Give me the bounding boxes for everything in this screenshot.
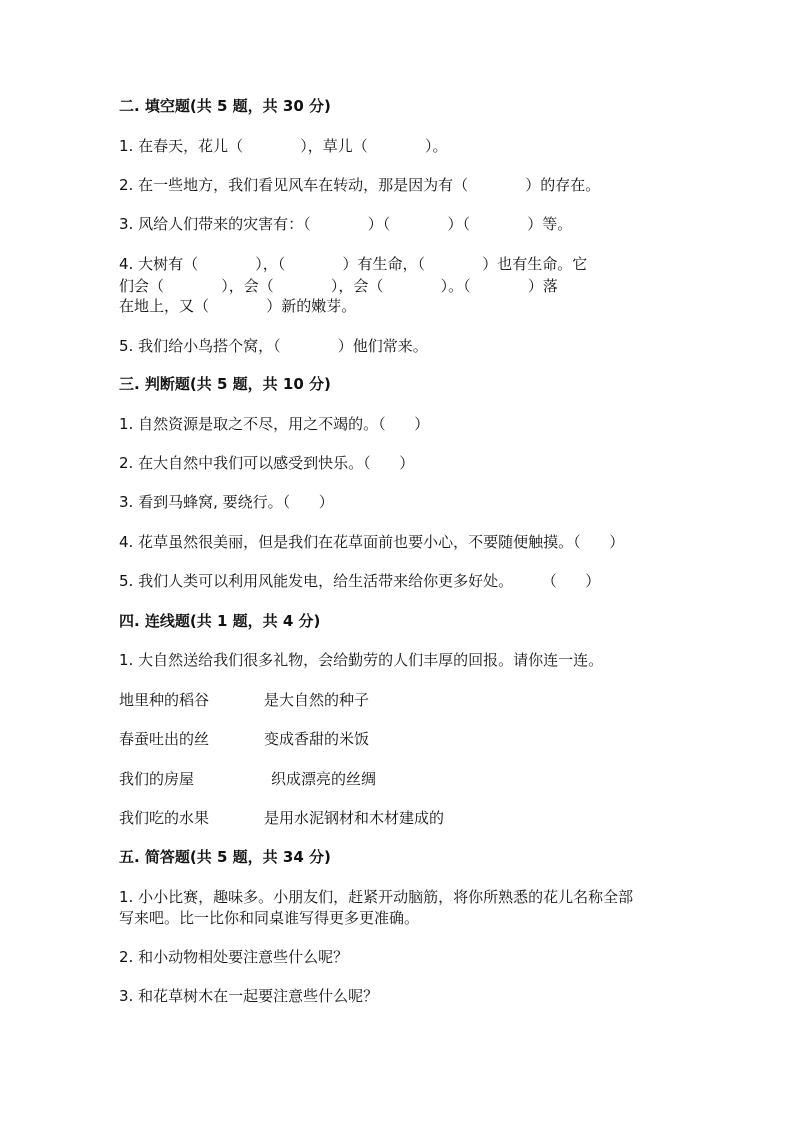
question-text: 写来吧。比一比你和同桌谁写得更多更准确。 <box>119 909 420 927</box>
question-text: 2. 在大自然中我们可以感受到快乐。（ ） <box>119 454 415 472</box>
match-left-item: 我们的房屋 <box>119 770 195 788</box>
match-right-item: 是用水泥钢材和木材建成的 <box>264 809 445 827</box>
question-text: 3. 和花草树木在一起要注意些什么呢？ <box>119 987 379 1005</box>
question-text: 1. 在春天，花儿（ ），草儿（ ）。 <box>119 137 448 155</box>
question-text: 4. 大树有（ ），（ ）有生命，（ ）也有生命。它 <box>119 255 588 273</box>
match-right-item: 是大自然的种子 <box>264 691 370 709</box>
question-text: 在地上，又（ ）新的嫩芽。 <box>119 297 357 315</box>
question-text: 们会（ ），会（ ），会（ ）。（ ）落 <box>119 277 558 295</box>
match-right-item: 变成香甜的米饭 <box>264 730 370 748</box>
question-text: 5. 我们给小鸟搭个窝，（ ）他们常来。 <box>119 337 428 355</box>
question-text: 4. 花草虽然很美丽，但是我们在花草面前也要小心，不要随便触摸。（ ） <box>119 533 625 551</box>
question-text: 2. 和小动物相处要注意些什么呢？ <box>119 948 349 966</box>
question-text: 1. 小小比赛，趣味多。小朋友们，赶紧开动脑筋，将你所熟悉的花儿名称全部 <box>119 888 634 906</box>
question-text: 5. 我们人类可以利用风能发电，给生活带来给你更多好处。 （ ） <box>119 572 601 590</box>
section-title-matching: 四. 连线题(共 1 题，共 4 分) <box>119 612 321 630</box>
question-text: 2. 在一些地方，我们看见风车在转动，那是因为有（ ）的存在。 <box>119 176 601 194</box>
section-title-true-false: 三. 判断题(共 5 题，共 10 分) <box>119 375 331 393</box>
match-right-item: 织成漂亮的丝绸 <box>271 770 377 788</box>
question-text: 1. 自然资源是取之不尽，用之不竭的。（ ） <box>119 415 430 433</box>
question-text: 1. 大自然送给我们很多礼物，会给勤劳的人们丰厚的回报。请你连一连。 <box>119 651 604 669</box>
question-text: 3. 风给人们带来的灾害有：（ ）（ ）（ ）等。 <box>119 215 573 233</box>
section-title-short-answer: 五. 简答题(共 5 题，共 34 分) <box>119 848 331 866</box>
match-left-item: 春蚕吐出的丝 <box>119 730 210 748</box>
match-left-item: 我们吃的水果 <box>119 809 210 827</box>
section-title-fill-blank: 二. 填空题(共 5 题，共 30 分) <box>119 97 331 115</box>
match-left-item: 地里种的稻谷 <box>119 691 210 709</box>
question-text: 3. 看到马蜂窝, 要绕行。（ ） <box>119 493 334 511</box>
